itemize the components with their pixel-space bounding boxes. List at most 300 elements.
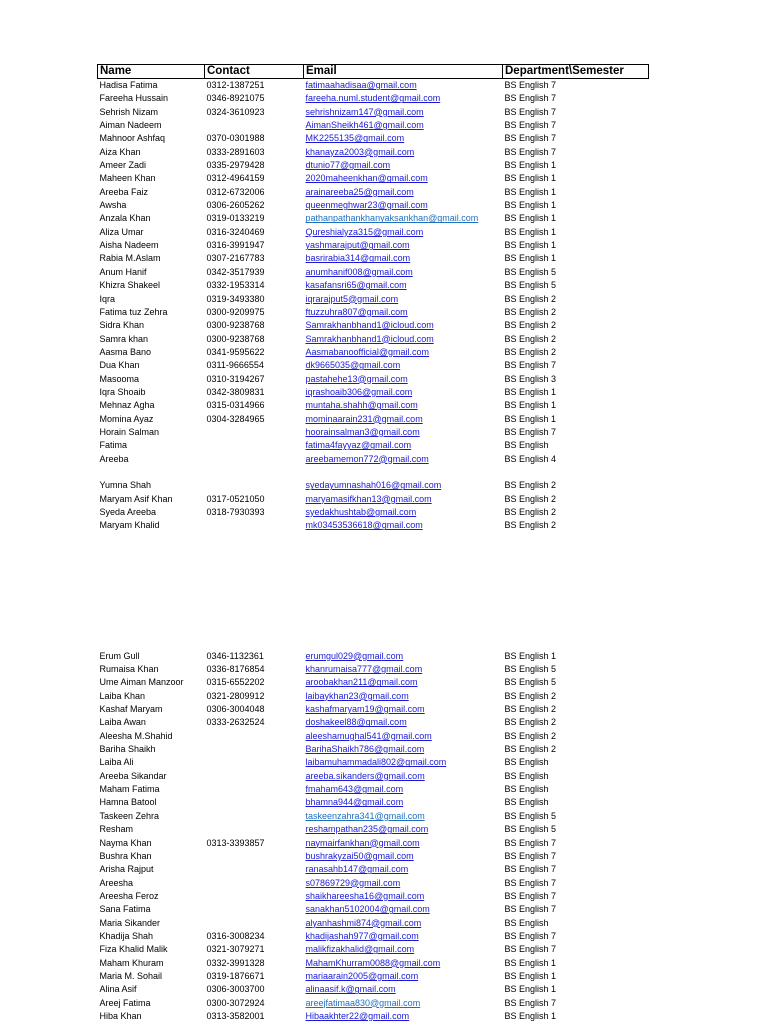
email-link[interactable]: Hibaakhter22@gmail.com: [305, 1010, 410, 1021]
contact-cell: [205, 519, 304, 532]
contact-cell: [205, 863, 304, 876]
email-link[interactable]: khanayza2003@gmail.com: [305, 146, 415, 157]
contact-cell: 0315-6552202: [206, 677, 265, 688]
name-cell: Yumna Shah: [99, 480, 152, 491]
contact-cell: [205, 917, 304, 930]
email-link[interactable]: laibaykhan23@gmail.com: [305, 690, 409, 701]
department-cell: BS English 7: [504, 944, 557, 955]
department-cell: BS English 4: [504, 453, 557, 464]
email-link[interactable]: syedayumnashah016@gmail.com: [305, 480, 442, 491]
contact-cell: 0307-2167783: [206, 253, 265, 264]
table-row: [98, 359, 649, 372]
table-row: [98, 399, 649, 412]
department-cell: BS English 7: [504, 850, 557, 861]
email-link[interactable]: queenmeghwar23@gmail.com: [305, 200, 428, 211]
department-cell: BS English 7: [504, 890, 557, 901]
contact-cell: 0346-1132361: [206, 650, 264, 661]
name-cell: Momina Ayaz: [99, 413, 154, 424]
table-row: [98, 119, 649, 132]
contact-cell: 0312-1387251: [206, 80, 265, 90]
department-cell: BS English 7: [504, 106, 557, 117]
contact-cell: 0317-0521050: [206, 493, 265, 504]
table-row: [98, 306, 649, 319]
name-cell: Alina Asif: [99, 984, 137, 995]
contact-cell: [205, 796, 304, 809]
department-cell: BS English 1: [504, 240, 557, 251]
name-cell: Samra khan: [99, 333, 149, 344]
name-cell: Maham Khuram: [99, 957, 164, 968]
table-row: [98, 930, 649, 943]
email-link[interactable]: khanrumaisa777@gmail.com: [305, 664, 423, 675]
contact-cell: 0313-3582001: [206, 1010, 265, 1021]
empty-cell: [205, 533, 304, 650]
table-row: [98, 850, 649, 863]
email-link[interactable]: areeba.sikanders@gmail.com: [305, 770, 425, 781]
email-link[interactable]: bushrakyzai50@gmail.com: [305, 850, 414, 861]
header-name: Name: [98, 65, 205, 79]
email-link[interactable]: MK2255135@gmail.com: [305, 133, 405, 144]
name-cell: Laiba Ali: [99, 757, 134, 768]
contact-cell: [205, 890, 304, 903]
table-row: [98, 810, 649, 823]
email-link[interactable]: Aasmabanoofficial@gmail.com: [305, 346, 430, 357]
contact-cell: 0306-3004048: [206, 704, 265, 715]
name-cell: Aleesha M.Shahid: [99, 730, 173, 741]
table-row: [98, 146, 649, 159]
email-link[interactable]: Qureshialyza315@gmail.com: [305, 226, 424, 237]
contact-cell: [205, 823, 304, 836]
name-cell: Bushra Khan: [99, 850, 152, 861]
department-cell: BS English 2: [504, 306, 557, 317]
contact-cell: 0300-9238768: [206, 320, 265, 331]
table-row: [98, 426, 649, 439]
name-cell: Awsha: [99, 200, 127, 211]
contact-cell: 0311-9666554: [206, 360, 264, 371]
department-cell: BS English 5: [504, 266, 557, 277]
email-link[interactable]: aroobakhan211@gmail.com: [305, 677, 418, 688]
email-link[interactable]: kasafansri65@gmail.com: [305, 280, 407, 291]
table-row: [98, 519, 649, 532]
table-row: [98, 903, 649, 916]
department-cell: BS English 7: [504, 864, 557, 875]
header-email: Email: [304, 65, 503, 79]
empty-cell: [98, 533, 205, 650]
contact-cell: 0313-3393857: [206, 837, 265, 848]
department-cell: BS English 2: [504, 493, 557, 504]
email-link[interactable]: ranasahb147@gmail.com: [305, 864, 409, 875]
contact-cell: 0304-3284965: [206, 413, 265, 424]
email-link[interactable]: alinaasif.k@gmail.com: [305, 984, 396, 995]
email-link[interactable]: bhamna944@gmail.com: [305, 797, 404, 808]
name-cell: Areeba Sikandar: [99, 770, 167, 781]
email-link[interactable]: dtunio77@gmail.com: [305, 160, 391, 171]
table-row: [98, 386, 649, 399]
name-cell: Hadisa Fatima: [99, 80, 158, 90]
department-cell: BS English 1: [504, 226, 557, 237]
name-cell: Hiba Khan: [99, 1010, 142, 1021]
email-link[interactable]: doshakeel88@gmail.com: [305, 717, 407, 728]
table-row: [98, 106, 649, 119]
name-cell: Ume Aiman Manzoor: [99, 677, 184, 688]
name-cell: Taskeen Zehra: [99, 810, 160, 821]
name-cell: Anum Hanif: [99, 266, 147, 277]
contact-cell: 0319-1876671: [206, 970, 265, 981]
contact-cell: [205, 730, 304, 743]
contact-cell: 0316-3991947: [206, 240, 265, 251]
email-link[interactable]: aleeshamughal541@gmail.com: [305, 730, 432, 741]
table-row: [98, 172, 649, 185]
name-cell: Erum Gull: [99, 650, 140, 661]
department-cell: BS English 2: [504, 744, 557, 755]
department-cell: BS English 7: [504, 93, 557, 104]
email-link[interactable]: MahamKhurram0088@gmail.com: [305, 957, 441, 968]
name-cell: Maham Fatima: [99, 784, 160, 795]
department-cell: BS English 7: [504, 837, 557, 848]
email-link[interactable]: shaikhareesha16@gmail.com: [305, 890, 425, 901]
department-cell: BS English 5: [504, 677, 557, 688]
name-cell: Masooma: [99, 373, 140, 384]
name-cell: Arisha Rajput: [99, 864, 154, 875]
name-cell: Sehrish Nizam: [99, 106, 159, 117]
department-cell: BS English 1: [504, 200, 557, 211]
email-link[interactable]: muntaha.shahh@gmail.com: [305, 400, 418, 411]
name-cell: Resham: [99, 824, 134, 835]
name-cell: Anzala Khan: [99, 213, 151, 224]
email-link[interactable]: reshampathan235@gmail.com: [305, 824, 429, 835]
table-row: [98, 650, 649, 663]
table-row: [98, 293, 649, 306]
table-row: [98, 159, 649, 172]
email-link[interactable]: alyanhashmi874@gmail.com: [305, 917, 422, 928]
table-row: [98, 212, 649, 225]
table-row: [98, 319, 649, 332]
contact-cell: [205, 426, 304, 439]
contact-cell: 0332-3991328: [206, 957, 265, 968]
department-cell: BS English 7: [504, 80, 557, 90]
name-cell: Iqra Shoaib: [99, 386, 146, 397]
contact-cell: 0341-9595622: [206, 346, 265, 357]
department-cell: BS English 2: [504, 293, 557, 304]
department-cell: BS English: [504, 784, 549, 795]
contact-cell: 0316-3240469: [206, 226, 265, 237]
department-cell: BS English 7: [504, 120, 557, 131]
name-cell: Areej Fatima: [99, 997, 151, 1008]
email-link[interactable]: ftuzzuhra807@gmail.com: [305, 306, 408, 317]
contact-cell: 0342-3517939: [206, 266, 265, 277]
name-cell: Horain Salman: [99, 426, 160, 437]
name-cell: Maryam Asif Khan: [99, 493, 173, 504]
table-row: [98, 439, 649, 452]
email-link[interactable]: laibamuhammadali802@gmail.com: [305, 757, 447, 768]
department-cell: BS English 1: [504, 970, 557, 981]
table-row: [98, 770, 649, 783]
name-cell: Areesha Feroz: [99, 890, 159, 901]
table-row: [98, 690, 649, 703]
name-cell: Aiza Khan: [99, 146, 141, 157]
email-link[interactable]: fmaham643@gmail.com: [305, 784, 404, 795]
contact-cell: 0321-2809912: [206, 690, 265, 701]
table-row: [98, 970, 649, 983]
table-row: [98, 186, 649, 199]
department-cell: BS English 1: [504, 984, 557, 995]
name-cell: Syeda Areeba: [99, 507, 157, 517]
table-row: [98, 506, 649, 519]
table-row: [98, 730, 649, 743]
email-link[interactable]: mominaarain231@gmail.com: [305, 413, 423, 424]
name-cell: Maheen Khan: [99, 173, 156, 184]
table-row: [98, 756, 649, 769]
table-row: [98, 239, 649, 252]
name-cell: Fareeha Hussain: [99, 93, 169, 104]
contact-cell: 0321-3079271: [206, 944, 265, 955]
contact-cell: [205, 783, 304, 796]
email-link[interactable]: erumgul029@gmail.com: [305, 650, 404, 661]
department-cell: BS English 7: [504, 360, 557, 371]
name-cell: Laiba Awan: [99, 717, 146, 728]
email-link[interactable]: 2020maheenkhan@gmail.com: [305, 173, 428, 184]
email-link[interactable]: dk9665035@gmail.com: [305, 360, 401, 371]
name-cell: Hamna Batool: [99, 797, 157, 808]
contact-cell: 0319-3493380: [206, 293, 265, 304]
contact-cell: [205, 903, 304, 916]
email-link[interactable]: Samrakhanbhand1@icloud.com: [305, 333, 434, 344]
contact-cell: 0324-3610923: [206, 106, 265, 117]
department-cell: BS English 1: [504, 957, 557, 968]
name-cell: Rabia M.Aslam: [99, 253, 161, 264]
department-cell: BS English 1: [504, 386, 557, 397]
email-link[interactable]: s07869729@gmail.com: [305, 877, 401, 888]
table-row: [98, 917, 649, 930]
table-row: [98, 1010, 649, 1023]
contact-cell: [205, 850, 304, 863]
table-row: [98, 493, 649, 506]
email-link[interactable]: BarihaShaikh786@gmail.com: [305, 744, 425, 755]
table-row: [98, 413, 649, 426]
table-row: [98, 373, 649, 386]
name-cell: Laiba Khan: [99, 690, 146, 701]
contact-cell: [205, 810, 304, 823]
department-cell: BS English 1: [504, 400, 557, 411]
contact-cell: 0300-3072924: [206, 997, 265, 1008]
department-cell: BS English 5: [504, 280, 557, 291]
email-link[interactable]: pathanpathankhanyaksankhan@gmail.com: [305, 213, 479, 224]
table-row: [98, 997, 649, 1010]
email-link[interactable]: khadijashah977@gmail.com: [305, 930, 419, 941]
contact-cell: 0333-2891603: [206, 146, 265, 157]
email-link[interactable]: sanakhan5102004@gmail.com: [305, 904, 430, 915]
name-cell: Dua Khan: [99, 360, 140, 371]
name-cell: Mahnoor Ashfaq: [99, 133, 166, 144]
spacer-row: [98, 466, 649, 479]
name-cell: Maryam Khalid: [99, 520, 160, 531]
name-cell: Mehnaz Agha: [99, 400, 155, 411]
department-cell: BS English 2: [504, 507, 557, 517]
department-cell: BS English 7: [504, 930, 557, 941]
header-contact: Contact: [205, 65, 304, 79]
email-link[interactable]: maryamasifkhan13@gmail.com: [305, 493, 432, 504]
email-link[interactable]: areejfatimaa830@gmail.com: [305, 997, 421, 1008]
contact-cell: 0306-3003700: [206, 984, 265, 995]
contact-cell: [205, 479, 304, 492]
table-row: [98, 479, 649, 492]
table-row: [98, 79, 649, 93]
email-link[interactable]: kashafmaryam19@gmail.com: [305, 704, 425, 715]
contact-cell: 0333-2632524: [206, 717, 265, 728]
table-body: [98, 79, 649, 1024]
table-row: [98, 346, 649, 359]
contact-cell: 0318-7930393: [206, 507, 265, 517]
department-cell: BS English 1: [504, 650, 557, 661]
email-link[interactable]: fatimaahadisaa@gmail.com: [305, 80, 417, 90]
department-cell: BS English 5: [504, 824, 557, 835]
header-department: Department\Semester: [503, 65, 649, 79]
email-link[interactable]: taskeenzahra341@gmail.com: [305, 810, 425, 821]
contact-cell: 0312-6732006: [206, 186, 265, 197]
contact-cell: [205, 439, 304, 452]
name-cell: Maria Sikander: [99, 917, 161, 928]
table-row: [98, 199, 649, 212]
department-cell: BS English 5: [504, 810, 557, 821]
email-link[interactable]: naymairfankhan@gmail.com: [305, 837, 420, 848]
department-cell: BS English 1: [504, 213, 557, 224]
email-link[interactable]: iqrarajput5@gmail.com: [305, 293, 399, 304]
empty-cell: [503, 466, 649, 479]
table-row: [98, 823, 649, 836]
name-cell: Areeba Faiz: [99, 186, 149, 197]
email-link[interactable]: yashmarajput@gmail.com: [305, 240, 410, 251]
department-cell: BS English 2: [504, 320, 557, 331]
contact-cell: 0335-2979428: [206, 160, 265, 171]
name-cell: Khizra Shakeel: [99, 280, 161, 291]
contact-sheet: [97, 64, 648, 1023]
contact-cell: [205, 743, 304, 756]
table-row: [98, 453, 649, 466]
contact-cell: 0370-0301988: [206, 133, 265, 144]
empty-cell: [304, 533, 503, 650]
table-row: [98, 957, 649, 970]
contact-cell: [205, 877, 304, 890]
email-link[interactable]: AimanSheikh461@gmail.com: [305, 120, 424, 131]
department-cell: BS English 2: [504, 717, 557, 728]
email-link[interactable]: arainareeba25@gmail.com: [305, 186, 414, 197]
table-row: [98, 743, 649, 756]
department-cell: BS English: [504, 917, 549, 928]
name-cell: Fiza Khalid Malik: [99, 944, 168, 955]
spacer-row: [98, 533, 649, 650]
email-link[interactable]: Samrakhanbhand1@icloud.com: [305, 320, 434, 331]
email-link[interactable]: fatima4fayyaz@gmail.com: [305, 440, 412, 451]
department-cell: BS English 2: [504, 346, 557, 357]
department-cell: BS English: [504, 797, 549, 808]
department-cell: BS English 7: [504, 997, 557, 1008]
department-cell: BS English 1: [504, 253, 557, 264]
department-cell: BS English: [504, 440, 549, 451]
contacts-table: [97, 64, 649, 1023]
email-link[interactable]: hoorainsalman3@gmail.com: [305, 426, 420, 437]
email-link[interactable]: areebamemon772@gmail.com: [305, 453, 429, 464]
department-cell: BS English 2: [504, 480, 557, 491]
department-cell: BS English 5: [504, 664, 557, 675]
email-link[interactable]: anumhanif008@gmail.com: [305, 266, 413, 277]
contact-cell: 0332-1953314: [206, 280, 265, 291]
name-cell: Sidra Khan: [99, 320, 145, 331]
contact-cell: 0316-3008234: [206, 930, 265, 941]
table-row: [98, 92, 649, 105]
table-row: [98, 877, 649, 890]
name-cell: Rumaisa Khan: [99, 664, 159, 675]
table-row: [98, 676, 649, 689]
table-row: [98, 837, 649, 850]
email-link[interactable]: mk03453536618@gmail.com: [305, 520, 423, 531]
department-cell: BS English 7: [504, 133, 557, 144]
table-row: [98, 796, 649, 809]
email-link[interactable]: syedakhushtab@gmail.com: [305, 507, 417, 517]
table-row: [98, 943, 649, 956]
empty-cell: [205, 466, 304, 479]
table-row: [98, 252, 649, 265]
header-row: [98, 65, 649, 79]
empty-cell: [98, 466, 205, 479]
contact-cell: 0300-9209975: [206, 306, 265, 317]
table-row: [98, 226, 649, 239]
contact-cell: 0319-0133219: [206, 213, 265, 224]
name-cell: Kashaf Maryam: [99, 704, 163, 715]
empty-cell: [503, 533, 649, 650]
name-cell: Sana Fatima: [99, 904, 151, 915]
department-cell: BS English 7: [504, 146, 557, 157]
department-cell: BS English 7: [504, 904, 557, 915]
email-link[interactable]: fareeha.numl.student@gmail.com: [305, 93, 441, 104]
name-cell: Aisha Nadeem: [99, 240, 159, 251]
department-cell: BS English 2: [504, 520, 557, 531]
department-cell: BS English 1: [504, 413, 557, 424]
table-row: [98, 333, 649, 346]
department-cell: BS English 1: [504, 173, 557, 184]
contact-cell: [205, 453, 304, 466]
department-cell: BS English 1: [504, 160, 557, 171]
table-row: [98, 663, 649, 676]
department-cell: BS English 1: [504, 186, 557, 197]
email-link[interactable]: basrirabia314@gmail.com: [305, 253, 411, 264]
email-link[interactable]: pastahehe13@gmail.com: [305, 373, 408, 384]
email-link[interactable]: malikfizakhalid@gmail.com: [305, 944, 415, 955]
department-cell: BS English 2: [504, 333, 557, 344]
email-link[interactable]: sehrishnizam147@gmail.com: [305, 106, 424, 117]
department-cell: BS English 7: [504, 426, 557, 437]
name-cell: Aiman Nadeem: [99, 120, 162, 131]
department-cell: BS English 2: [504, 730, 557, 741]
department-cell: BS English 2: [504, 690, 557, 701]
name-cell: Iqra: [99, 293, 116, 304]
contact-cell: 0310-3194267: [206, 373, 265, 384]
name-cell: Fatima: [99, 440, 128, 451]
email-link[interactable]: mariaarain2005@gmail.com: [305, 970, 419, 981]
table-row: [98, 132, 649, 145]
name-cell: Aasma Bano: [99, 346, 152, 357]
table-row: [98, 783, 649, 796]
department-cell: BS English 3: [504, 373, 557, 384]
table-row: [98, 863, 649, 876]
contact-cell: 0306-2605262: [206, 200, 265, 211]
email-link[interactable]: iqrashoaib306@gmail.com: [305, 386, 413, 397]
department-cell: BS English: [504, 770, 549, 781]
department-cell: BS English 1: [504, 1010, 557, 1021]
table-row: [98, 983, 649, 996]
contact-cell: 0336-8176854: [206, 664, 265, 675]
contact-cell: 0315-0314966: [206, 400, 265, 411]
department-cell: BS English: [504, 757, 549, 768]
name-cell: Nayma Khan: [99, 837, 152, 848]
